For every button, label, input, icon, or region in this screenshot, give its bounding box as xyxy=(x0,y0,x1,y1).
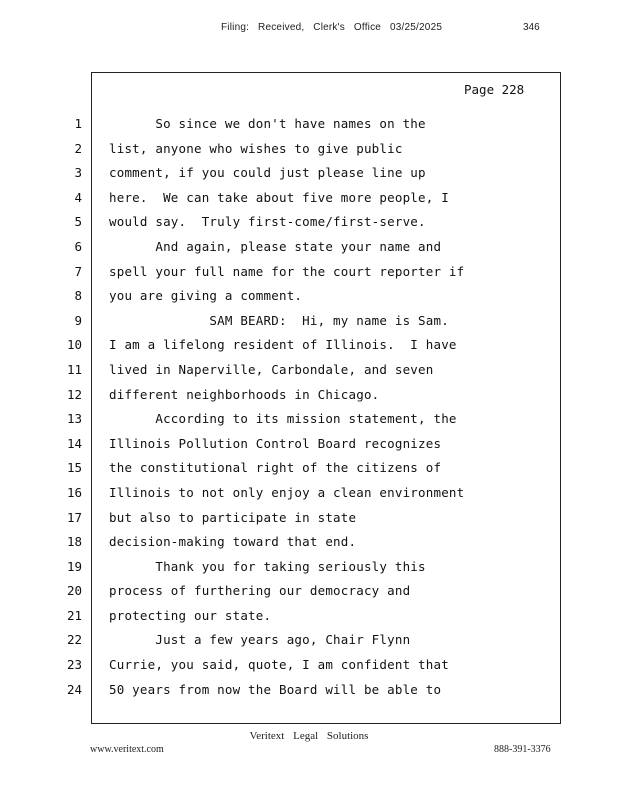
transcript-line: And again, please state your name and xyxy=(109,238,442,254)
transcript-line: So since we don't have names on the xyxy=(109,116,426,131)
transcript-text xyxy=(109,112,549,702)
transcript-line: the constitutional right of the citizens of xyxy=(109,460,442,476)
transcript-line: Just a few years ago, Chair Flynn xyxy=(109,632,411,648)
line-number: 14 xyxy=(66,435,82,451)
line-number: 13 xyxy=(66,411,82,427)
transcript-line: 50 years from now the Board will be able to xyxy=(109,681,442,697)
line-number: 2 xyxy=(74,140,82,156)
line-number: 6 xyxy=(74,238,82,254)
transcript-line: According to its mission statement, the xyxy=(109,411,457,427)
line-number: 16 xyxy=(66,484,82,500)
transcript-line: spell your full name for the court reporter if xyxy=(109,263,465,279)
transcript-line: protecting our state. xyxy=(109,607,272,623)
line-number: 7 xyxy=(74,263,82,279)
line-number: 8 xyxy=(74,288,82,304)
line-number: 11 xyxy=(66,361,82,377)
transcript-line: list, anyone who wishes to give public xyxy=(109,140,403,156)
transcript-line: Thank you for taking seriously this xyxy=(109,558,426,574)
line-number-column xyxy=(60,112,82,702)
transcript-line: here. We can take about five more people, I xyxy=(109,189,449,205)
line-number: 3 xyxy=(74,165,82,181)
line-number: 1 xyxy=(74,116,82,131)
footer-website: www.veritext.com xyxy=(90,744,164,755)
transcript-line: Currie, you said, quote, I am confident that xyxy=(109,657,449,673)
line-number: 5 xyxy=(74,214,82,230)
line-number: 22 xyxy=(66,632,82,648)
filing-stamp: Filing: Received, Clerk's Office 03/25/2025 xyxy=(221,22,443,33)
line-number: 23 xyxy=(66,657,82,673)
transcript-line: I am a lifelong resident of Illinois. I have xyxy=(109,337,457,353)
transcript-line: but also to participate in state xyxy=(109,509,357,525)
filing-header xyxy=(0,22,618,38)
line-number: 9 xyxy=(74,312,82,328)
transcript-line: you are giving a comment. xyxy=(109,288,303,304)
transcript-page-label: Page 228 xyxy=(464,82,525,97)
footer-company: Veritext Legal Solutions xyxy=(249,730,369,742)
line-number: 18 xyxy=(66,534,82,550)
transcript-line: comment, if you could just please line up xyxy=(109,165,426,181)
transcript-line: process of furthering our democracy and xyxy=(109,583,411,599)
transcript-line: decision-making toward that end. xyxy=(109,534,357,550)
line-number: 4 xyxy=(74,189,82,205)
line-number: 10 xyxy=(66,337,82,353)
line-number: 17 xyxy=(66,509,82,525)
transcript-line: would say. Truly first-come/first-serve. xyxy=(109,214,426,230)
transcript-line: Illinois to not only enjoy a clean environment xyxy=(109,484,465,500)
transcript-line: SAM BEARD: Hi, my name is Sam. xyxy=(109,312,449,328)
line-number: 12 xyxy=(66,386,82,402)
line-number: 24 xyxy=(66,681,82,697)
transcript-line: Illinois Pollution Control Board recognizes xyxy=(109,435,442,451)
line-number: 15 xyxy=(66,460,82,476)
document-page-number: 346 xyxy=(523,22,540,33)
line-number: 20 xyxy=(66,583,82,599)
line-number: 21 xyxy=(66,607,82,623)
line-number: 19 xyxy=(66,558,82,574)
transcript-line: lived in Naperville, Carbondale, and seven xyxy=(109,361,434,377)
transcript-line: different neighborhoods in Chicago. xyxy=(109,386,380,402)
footer-phone: 888-391-3376 xyxy=(494,744,551,755)
